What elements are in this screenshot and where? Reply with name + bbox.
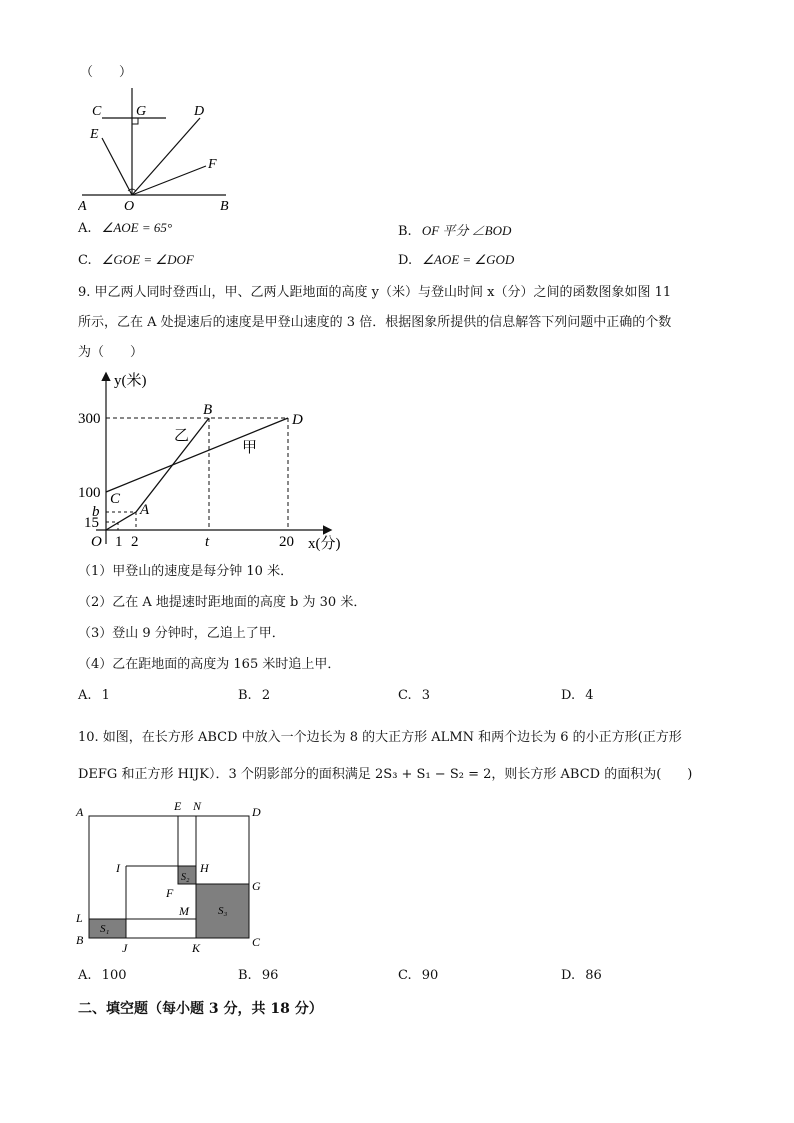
q9-point-B: B bbox=[203, 402, 213, 418]
q8-option-b-letter: B. bbox=[398, 224, 412, 239]
q8-option-a[interactable] bbox=[78, 220, 172, 236]
q9-x-tick-20: 20 bbox=[279, 534, 294, 550]
q10-label-G: G bbox=[252, 879, 261, 893]
q8-option-d-letter: D. bbox=[398, 253, 413, 268]
q8-figure bbox=[78, 86, 238, 216]
q9-x-tick-2: 2 bbox=[131, 534, 139, 550]
q10-option-d-text: 86 bbox=[585, 968, 602, 983]
q8-label-E: E bbox=[90, 127, 99, 142]
q10-label-S3: S₃ bbox=[218, 905, 228, 917]
q9-statement-1: （1）甲登山的速度是每分钟 10 米． bbox=[78, 564, 294, 579]
q9-option-a[interactable] bbox=[78, 688, 110, 703]
q10-stem-line1: 10. 如图，在长方形 ABCD 中放入一个边长为 8 的大正方形 ALMN 和两个边长为 6 的小正方形(正方形 bbox=[78, 730, 682, 745]
q10-label-B: B bbox=[76, 933, 84, 947]
q9-point-A: A bbox=[140, 502, 150, 518]
q9-point-D: D bbox=[292, 412, 303, 428]
q8-option-a-letter: A. bbox=[78, 221, 92, 236]
q9-option-a-text: 1 bbox=[101, 688, 110, 703]
q10-option-a-text: 100 bbox=[101, 968, 127, 983]
q8-label-B: B bbox=[220, 199, 229, 214]
q9-series-yi: 乙 bbox=[174, 428, 190, 444]
q9-x-axis-label: x(分) bbox=[308, 536, 341, 552]
q10-label-M: M bbox=[179, 904, 189, 918]
q10-option-c[interactable] bbox=[398, 968, 438, 983]
q10-option-d[interactable] bbox=[561, 968, 602, 983]
q10-label-H: H bbox=[200, 861, 209, 875]
q9-statement-2: （2）乙在 A 地提速时距地面的高度 b 为 30 米． bbox=[78, 595, 367, 610]
q9-y-tick-15: 15 bbox=[84, 515, 99, 531]
q10-option-c-text: 90 bbox=[421, 968, 439, 983]
q9-y-tick-100: 100 bbox=[78, 485, 101, 501]
q10-label-S2: S₂ bbox=[181, 872, 190, 883]
q8-label-C: C bbox=[92, 104, 102, 119]
section2-title: 二、填空题（每小题 3 分，共 18 分） bbox=[78, 1001, 323, 1017]
q10-label-A: A bbox=[76, 805, 84, 819]
q8-option-d-text: ∠AOE = ∠GOD bbox=[422, 252, 515, 267]
q8-label-D: D bbox=[194, 104, 205, 119]
q9-stem-line1: 9. 甲乙两人同时登西山，甲、乙两人距地面的高度 y（米）与登山时间 x（分）之间的函数图象如图 11 bbox=[78, 285, 672, 300]
q9-graph bbox=[76, 368, 356, 558]
q9-option-d-text: 4 bbox=[585, 688, 594, 703]
q10-label-K: K bbox=[192, 941, 201, 955]
q9-option-c-letter: C. bbox=[398, 688, 412, 703]
q9-y-tick-300: 300 bbox=[78, 411, 101, 427]
q10-label-S1: S₁ bbox=[100, 923, 110, 935]
q8-label-A: A bbox=[78, 199, 87, 214]
q8-answer-bracket: （ ） bbox=[80, 65, 133, 80]
q9-x-tick-O: O bbox=[91, 534, 102, 550]
q10-option-b[interactable] bbox=[238, 968, 278, 983]
q9-series-jia: 甲 bbox=[242, 440, 258, 456]
q9-option-b-letter: B. bbox=[238, 688, 252, 703]
q8-option-b[interactable] bbox=[398, 220, 511, 239]
q9-option-d-letter: D. bbox=[561, 688, 576, 703]
q10-label-E: E bbox=[174, 799, 182, 813]
q10-label-N: N bbox=[193, 799, 202, 813]
q10-option-a-letter: A. bbox=[78, 968, 92, 983]
q10-label-F: F bbox=[166, 886, 174, 900]
q9-y-tick-b: b bbox=[92, 504, 100, 520]
q8-label-G: G bbox=[136, 104, 147, 119]
q9-x-tick-t: t bbox=[205, 534, 210, 550]
q9-option-b-text: 2 bbox=[261, 688, 271, 703]
q8-option-d[interactable] bbox=[398, 252, 514, 268]
q10-label-L: L bbox=[76, 911, 83, 925]
q9-stem-line3: 为（ ） bbox=[78, 345, 144, 360]
q9-point-C: C bbox=[110, 491, 121, 507]
q8-option-c-text: ∠GOE = ∠DOF bbox=[101, 252, 194, 267]
q9-stem-line2: 所示，乙在 A 处提速后的速度是甲登山速度的 3 倍．根据图象所提供的信息解答下列问题中正确的个数 bbox=[78, 315, 672, 330]
q9-option-c[interactable] bbox=[398, 688, 430, 703]
q8-option-c[interactable] bbox=[78, 252, 194, 268]
q10-option-c-letter: C. bbox=[398, 968, 412, 983]
q9-option-c-text: 3 bbox=[421, 688, 431, 703]
q10-label-C: C bbox=[252, 935, 261, 949]
q10-figure bbox=[74, 798, 274, 960]
q10-label-I: I bbox=[116, 861, 120, 875]
q9-option-a-letter: A. bbox=[78, 688, 92, 703]
q9-y-axis-label: y(米) bbox=[114, 373, 147, 389]
q10-label-D: D bbox=[252, 805, 261, 819]
q8-option-b-text: OF 平分 ∠BOD bbox=[421, 223, 512, 238]
q10-stem-line2: DEFG 和正方形 HIJK）．3 个阴影部分的面积满足 2S₃ + S₁ − S₂ = 2，则长方形 ABCD 的面积为( ) bbox=[78, 767, 693, 782]
q10-option-b-letter: B. bbox=[238, 968, 252, 983]
q8-option-a-text: ∠AOE = 65° bbox=[101, 220, 173, 235]
q9-statement-4: （4）乙在距地面的高度为 165 米时追上甲． bbox=[78, 657, 341, 672]
q9-statement-3: （3）登山 9 分钟时，乙追上了甲． bbox=[78, 626, 285, 641]
q9-x-tick-1: 1 bbox=[115, 534, 123, 550]
q9-option-b[interactable] bbox=[238, 688, 270, 703]
q9-option-d[interactable] bbox=[561, 688, 594, 703]
q10-label-J: J bbox=[122, 941, 128, 955]
q8-option-c-letter: C. bbox=[78, 253, 92, 268]
q10-option-a[interactable] bbox=[78, 968, 127, 983]
q10-option-b-text: 96 bbox=[261, 968, 279, 983]
q10-option-d-letter: D. bbox=[561, 968, 576, 983]
q8-label-F: F bbox=[208, 157, 217, 172]
q8-label-O: O bbox=[124, 199, 135, 214]
